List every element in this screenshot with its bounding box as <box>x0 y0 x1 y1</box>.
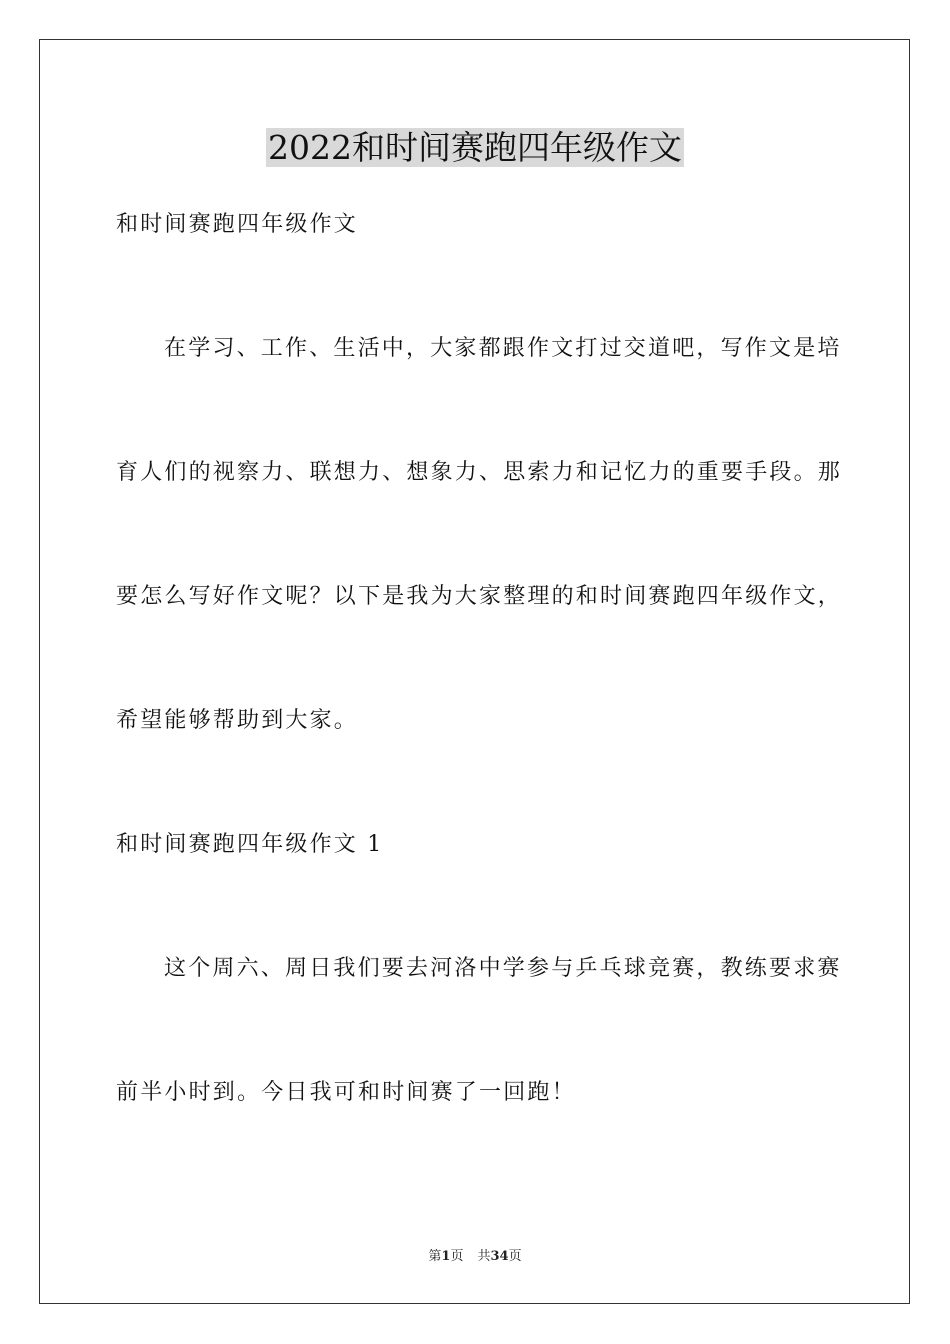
footer-page-suffix: 页 <box>450 1249 464 1264</box>
footer-page-number: 1 <box>441 1249 451 1264</box>
footer-total-pages: 34 <box>490 1249 509 1264</box>
intro-line-4: 希望能够帮助到大家。 <box>116 708 359 733</box>
footer-page-prefix: 第 <box>428 1249 442 1264</box>
intro-line-3: 要怎么写好作文呢？以下是我为大家整理的和时间赛跑四年级作文， <box>116 584 843 609</box>
footer-total-prefix: 共 <box>477 1249 491 1264</box>
page-footer <box>0 1248 950 1266</box>
section-line-2: 前半小时到。今日我可和时间赛了一回跑！ <box>116 1080 576 1105</box>
document-title <box>0 126 950 170</box>
intro-line-1: 在学习、工作、生活中，大家都跟作文打过交道吧，写作文是培 <box>164 336 842 361</box>
section-line-1: 这个周六、周日我们要去河洛中学参与乒乓球竞赛，教练要求赛 <box>164 956 842 981</box>
intro-line-2: 育人们的视察力、联想力、想象力、思索力和记忆力的重要手段。那 <box>116 460 843 485</box>
footer-total-suffix: 页 <box>508 1249 522 1264</box>
section-heading: 和时间赛跑四年级作文 1 <box>116 832 384 857</box>
title-text: 2022和时间赛跑四年级作文 <box>268 128 682 167</box>
subtitle: 和时间赛跑四年级作文 <box>116 212 359 237</box>
